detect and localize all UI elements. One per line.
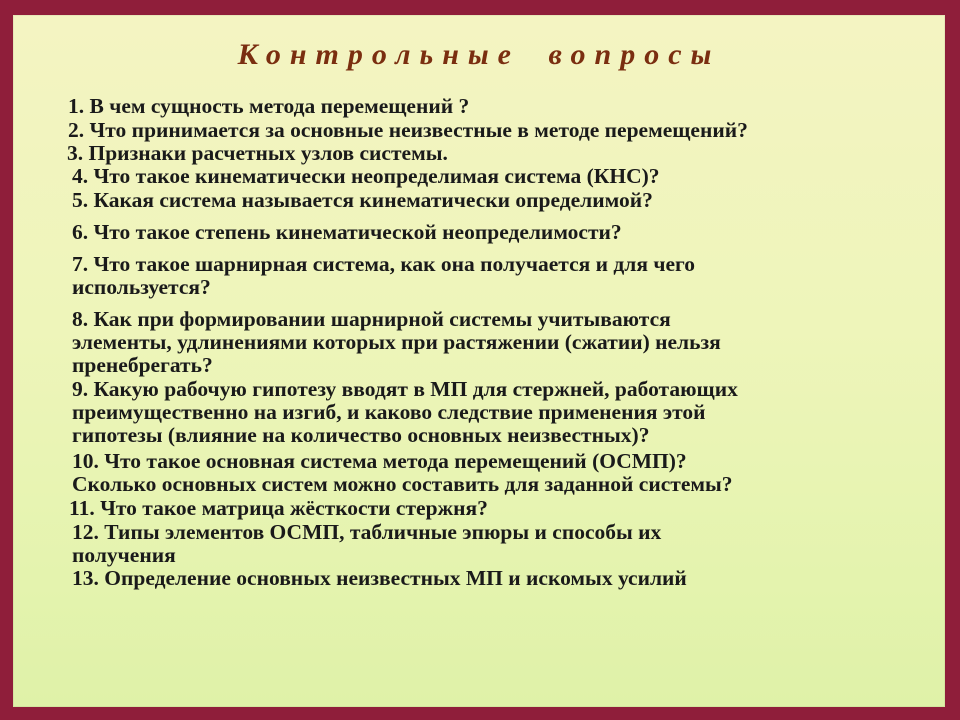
question-11 <box>69 497 488 520</box>
question-line: 10. Что такое основная система метода перемещений (ОСМП)? <box>72 449 687 473</box>
question-line: получения <box>72 543 176 567</box>
question-line: 11. Что такое матрица жёсткости стержня? <box>69 496 488 520</box>
question-12 <box>72 521 661 567</box>
question-line: 1. В чем сущность метода перемещений ? <box>68 94 470 118</box>
question-line: 5. Какая система называется кинематически определимой? <box>72 188 653 212</box>
question-8 <box>72 308 721 377</box>
question-line: 2. Что принимается за основные неизвестные в методе перемещений? <box>68 118 748 142</box>
question-line: гипотезы (влияние на количество основных неизвестных)? <box>72 423 650 447</box>
question-2 <box>68 119 748 142</box>
question-line: 6. Что такое степень кинематической неопределимости? <box>72 220 622 244</box>
question-7 <box>72 253 695 299</box>
question-3 <box>67 142 448 165</box>
question-line: 9. Какую рабочую гипотезу вводят в МП для стержней, работающих <box>72 377 738 401</box>
slide <box>13 15 945 707</box>
question-line: 8. Как при формировании шарнирной системы учитываются <box>72 307 671 331</box>
question-10 <box>72 450 733 496</box>
question-line: преимущественно на изгиб, и каково следствие применения этой <box>72 400 706 424</box>
slide-title: Контрольные вопросы <box>237 38 721 71</box>
question-line: 12. Типы элементов ОСМП, табличные эпюры и способы их <box>72 520 662 544</box>
question-13 <box>72 567 687 590</box>
question-line: пренебрегать? <box>72 353 213 377</box>
question-6 <box>72 221 622 244</box>
question-line: элементы, удлинениями которых при растяжении (сжатии) нельзя <box>72 330 721 354</box>
question-line: 13. Определение основных неизвестных МП и искомых усилий <box>72 566 687 590</box>
question-line: используется? <box>72 275 211 299</box>
question-5 <box>72 189 653 212</box>
question-line: 7. Что такое шарнирная система, как она получается и для чего <box>72 252 695 276</box>
question-line: Сколько основных систем можно составить для заданной системы? <box>72 472 733 496</box>
question-line: 4. Что такое кинематически неопределимая система (КНС)? <box>72 164 660 188</box>
question-1 <box>68 95 469 118</box>
question-4 <box>72 165 660 188</box>
question-line: 3. Признаки расчетных узлов системы. <box>67 141 448 165</box>
question-9 <box>72 378 738 447</box>
